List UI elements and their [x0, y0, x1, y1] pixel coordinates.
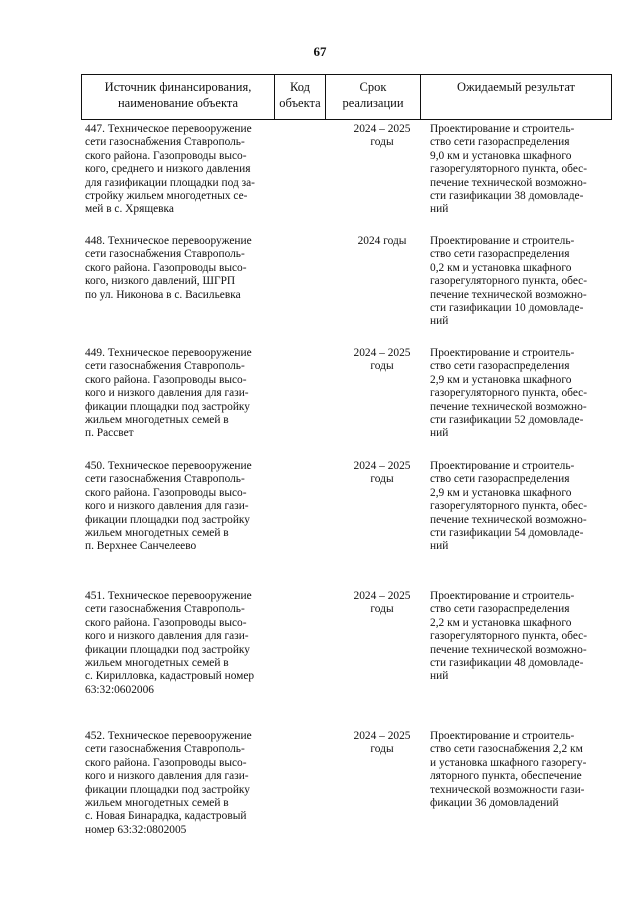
header-funding-source	[82, 75, 274, 119]
header-implementation-term-label: Срок реализации	[342, 80, 404, 110]
row-term: 2024 – 2025 годы	[353, 730, 411, 756]
header-object-code-label: Код объекта	[279, 80, 321, 110]
row-term: 2024 – 2025 годы	[353, 460, 411, 486]
row-result: Проектирование и строитель- ство сети газораспределения 2,2 км и установка шкафного газорегуляторного пункта, обес- печение технической возможно- сти газификации 48 домовладе- ний	[430, 590, 588, 683]
row-source: 449. Техническое перевооружение сети газоснабжения Ставрополь- ского района. Газопроводы высо- кого и низкого давления для гази- фикации площадки под застройку жильем многодетных семей в п. Рассвет	[85, 347, 252, 440]
page-number: 67	[313, 44, 327, 59]
row-result: Проектирование и строитель- ство сети газоснабжения 2,2 км и установка шкафного газорегу- ляторного пункта, обеспечение технической возможности гази- фикации 36 домовладений	[430, 730, 587, 810]
row-source: 447. Техническое перевооружение сети газоснабжения Ставрополь- ского района. Газопроводы высо- кого, среднего и низкого давления для газификации площадки под за- стройку жильем многодетных се- мей в с. Хрящевка	[85, 123, 255, 216]
row-term: 2024 – 2025 годы	[353, 347, 411, 373]
row-result: Проектирование и строитель- ство сети газораспределения 0,2 км и установка шкафного газорегуляторного пункта, обес- печение технической возможно- сти газификации 10 домовладе- ний	[430, 235, 588, 328]
row-result: Проектирование и строитель- ство сети газораспределения 2,9 км и установка шкафного газорегуляторного пункта, обес- печение технической возможно- сти газификации 54 домовладе- ний	[430, 460, 588, 553]
row-source: 448. Техническое перевооружение сети газоснабжения Ставрополь- ского района. Газопроводы высо- кого, низкого давлений, ШГРП по ул. Никонова в с. Васильевка	[85, 235, 252, 301]
row-result: Проектирование и строитель- ство сети газораспределения 2,9 км и установка шкафного газорегуляторного пункта, обес- печение технической возможно- сти газификации 52 домовладе- ний	[430, 347, 588, 440]
row-result: Проектирование и строитель- ство сети газораспределения 9,0 км и установка шкафного газорегуляторного пункта, обес- печение технической возможно- сти газификации 38 домовладе- ний	[430, 123, 588, 216]
header-expected-result	[420, 75, 611, 119]
row-term: 2024 – 2025 годы	[353, 590, 411, 616]
row-source: 450. Техническое перевооружение сети газоснабжения Ставрополь- ского района. Газопроводы высо- кого и низкого давления для гази- фикации площадки под застройку жильем многодетных семей в п. Верхнее Санчелеево	[85, 460, 252, 553]
table-header	[81, 74, 612, 120]
header-funding-source-label: Источник финансирования, наименование объекта	[104, 80, 252, 110]
header-expected-result-label: Ожидаемый результат	[456, 80, 576, 94]
row-term: 2024 – 2025 годы	[353, 123, 411, 149]
header-implementation-term	[325, 75, 420, 119]
row-term: 2024 годы	[357, 235, 407, 247]
row-source: 452. Техническое перевооружение сети газоснабжения Ставрополь- ского района. Газопроводы высо- кого и низкого давления для гази- фикации площадки под застройку жильем многодетных семей в с. Новая Бинарадка, кадастровый номер 63:32:0802005	[85, 730, 252, 836]
row-source: 451. Техническое перевооружение сети газоснабжения Ставрополь- ского района. Газопроводы высо- кого и низкого давления для гази- фикации площадки под застройку жильем многодетных семей в с. Кирилловка, кадастровый номер 63:32:0602006	[85, 590, 255, 696]
header-object-code	[274, 75, 325, 119]
